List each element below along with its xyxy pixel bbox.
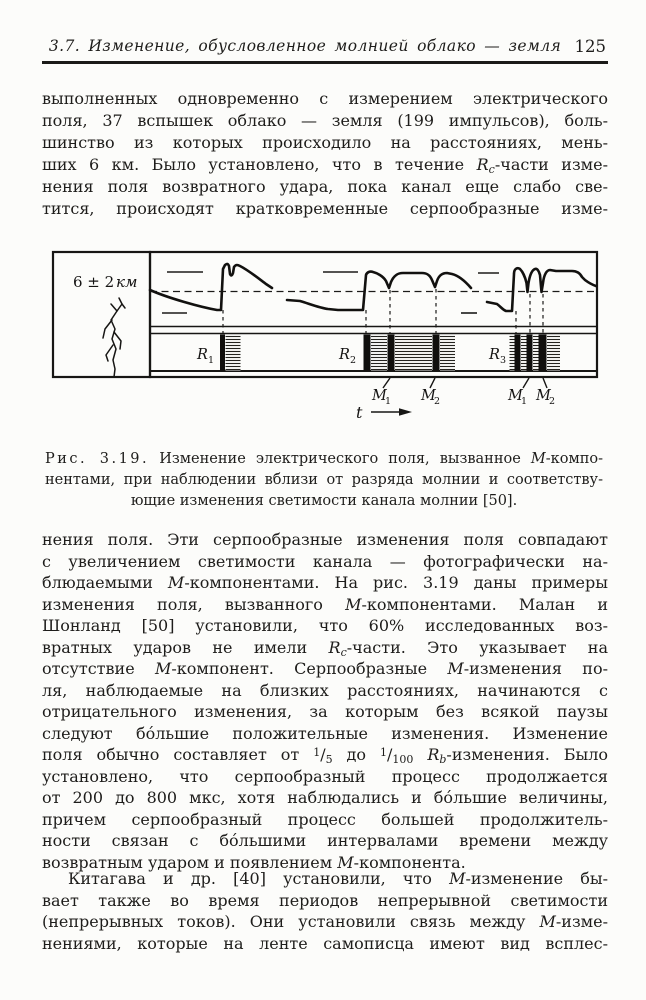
text-line: причем серпообразный процесс большей продолжитель- [42, 809, 608, 829]
text-line: ности связан с бо́льшими интервалами времени между [42, 831, 608, 850]
header-rule [42, 61, 608, 64]
text-line: изменения поля, вызванного М-компонентами. Малан и [42, 594, 608, 614]
label-R3-sub: 3 [500, 355, 507, 366]
text-line: вает также во время периодов непрерывной светимости [42, 890, 608, 910]
text-line: нениями, которые на ленте самописца имеют вид всплес- [42, 933, 608, 953]
text-line: блюдаемыми М-компонентами. На рис. 3.19 даны примеры [42, 573, 608, 592]
text-line: ших 6 км. Было установлено, что в течение $R_c$-части изме- [42, 155, 609, 176]
calibration-marks [162, 272, 499, 313]
text-line: отсутствие М-компонент. Серпообразные М-изменения по- [42, 659, 609, 678]
m-component-pointers [383, 378, 547, 388]
text-line: вратных ударов не имели $R_c$-части. Это указывает на [42, 637, 608, 659]
lightning-channel-sketch [103, 298, 125, 377]
time-arrow-head [399, 408, 412, 416]
label-R2-sub: 2 [350, 355, 357, 366]
paragraph-main [42, 529, 608, 873]
distance-unit: км [116, 273, 138, 291]
text-line: выполненных одновременно с измерением электрического [42, 89, 608, 108]
label-M2-second-sub: 2 [549, 396, 556, 407]
waveform-stroke-3 [487, 268, 596, 311]
m-component-labels [371, 388, 555, 407]
text-line: ющие изменения светимости канала молнии [50]. [130, 493, 518, 509]
label-M2: M [421, 388, 436, 404]
label-M1: M [372, 388, 387, 404]
paragraph-continuation [42, 88, 608, 220]
label-M1-second: M [508, 388, 523, 404]
time-axis [356, 403, 412, 422]
label-M1-sub: 1 [385, 396, 392, 407]
text-line: от 200 до 800 мкс, хотя наблюдались и бо́льшие величины, [42, 788, 608, 807]
waveform-stroke-2 [287, 272, 471, 310]
time-axis-label: t [356, 403, 363, 422]
figure-caption [45, 449, 603, 512]
distance-group [73, 273, 137, 377]
text-line: шинство из которых происходило на расстояниях, мень- [42, 133, 608, 152]
paragraph-kitagawa [42, 868, 608, 954]
return-stroke-labels [196, 347, 506, 366]
text-line: отрицательного изменения, за которым без всякой паузы [42, 702, 608, 721]
waveform-stroke-1 [150, 264, 272, 310]
text-line: Шонланд [50] установили, что 60% исследованных воз- [42, 616, 608, 635]
label-R3: R [489, 347, 500, 363]
label-M2-sub: 2 [434, 396, 441, 407]
figure-3-19 [0, 248, 646, 426]
text-line: поля обычно составляет от $^1/_5$ до $^1/_{100}$ $R_b$-изменения. Было [42, 745, 609, 766]
label-M1-second-sub: 1 [521, 396, 528, 407]
distance-value: 6 ± 2 [73, 273, 115, 291]
text-line: следуют бо́льшие положительные изменения. Изменение [42, 723, 608, 743]
text-line: поля, 37 вспышек облако — земля (199 импульсов), боль- [42, 111, 608, 130]
distance-box [53, 252, 150, 377]
label-R1-sub: 1 [208, 355, 215, 366]
text-line: установлено, что серпообразный процесс продолжается [42, 766, 608, 786]
label-R1: R [197, 347, 208, 363]
text-line: нения поля возвратного удара, пока канал еще слабо све- [42, 177, 608, 196]
text-line: с увеличением светимости канала — фотографически на- [42, 551, 608, 571]
label-R2: R [339, 347, 350, 363]
text-line: тится, происходят кратковременные серпообразные изме- [42, 199, 608, 218]
text-line: возвратным ударом и появлением М-компонента. [42, 852, 466, 872]
field-waveform [150, 264, 596, 311]
text-line: Китагава и др. [40] установили, что М-изменение бы- [68, 869, 608, 888]
page-number: 125 [574, 37, 606, 56]
text-line: (непрерывных токов). Они установили связь между М-изме- [42, 912, 608, 931]
figure-drawing [0, 248, 646, 426]
page-header [42, 37, 608, 59]
text-line: нения поля. Эти серпообразные изменения поля совпадают [42, 530, 608, 549]
running-title: 3.7. Изменение, обусловленное молнией облако — земля [48, 37, 562, 55]
text-line: Рис. 3.19. Изменение электрического поля, вызванное М-компо- [45, 451, 604, 467]
text-line: ля, наблюдаемые на близких расстояниях, начинаются с [42, 680, 608, 700]
text-line: нентами, при наблюдении вблизи от разряда молнии и соответству- [45, 472, 603, 488]
luminosity-track [196, 335, 560, 371]
label-M2-second: M [536, 388, 551, 404]
